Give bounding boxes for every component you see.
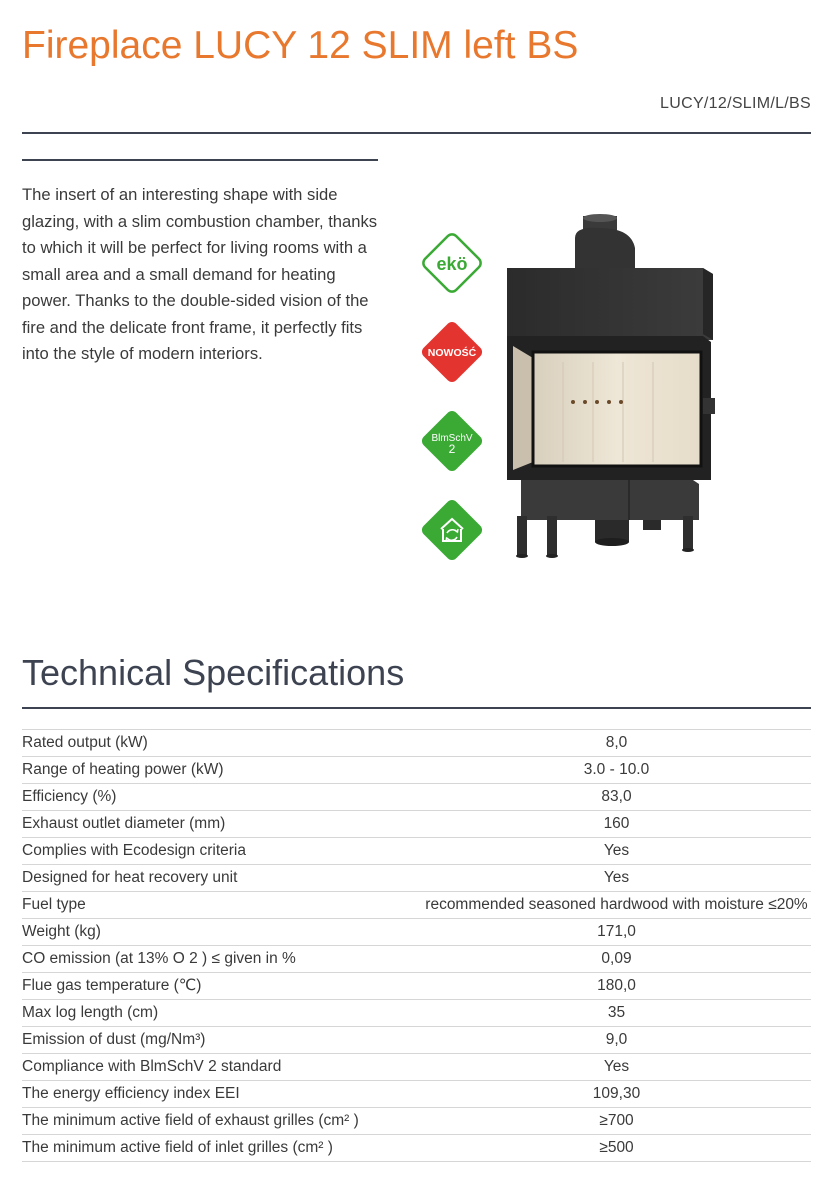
table-row (22, 811, 811, 838)
spec-label: The minimum active field of inlet grilles (cm² ) (22, 1135, 422, 1162)
spec-label: Max log length (cm) (22, 1000, 422, 1027)
spec-label: Designed for heat recovery unit (22, 865, 422, 892)
table-row (22, 784, 811, 811)
spec-label: Efficiency (%) (22, 784, 422, 811)
heat-recovery-badge-icon (417, 495, 487, 565)
description-divider (22, 159, 378, 161)
blmschv-badge-icon (417, 406, 487, 476)
spec-value: 3.0 - 10.0 (422, 757, 811, 784)
table-row (22, 730, 811, 757)
product-title: Fireplace LUCY 12 SLIM left BS (22, 24, 579, 67)
spec-value: Yes (422, 838, 811, 865)
table-row (22, 1135, 811, 1162)
spec-value: 9,0 (422, 1027, 811, 1054)
spec-label: Exhaust outlet diameter (mm) (22, 811, 422, 838)
table-row (22, 865, 811, 892)
table-row (22, 1108, 811, 1135)
product-image (503, 212, 725, 580)
table-row (22, 1027, 811, 1054)
spec-label: Fuel type (22, 892, 422, 919)
spec-value: 0,09 (422, 946, 811, 973)
blmschv-badge-label: BlmSchV (431, 433, 473, 444)
header-divider (22, 132, 811, 134)
spec-value: 180,0 (422, 973, 811, 1000)
spec-value: 171,0 (422, 919, 811, 946)
spec-value: ≥500 (422, 1135, 811, 1162)
spec-label: Rated output (kW) (22, 730, 422, 757)
product-code: LUCY/12/SLIM/L/BS (660, 95, 811, 112)
blmschv-badge-number: 2 (448, 442, 456, 456)
table-row (22, 946, 811, 973)
spec-value: ≥700 (422, 1108, 811, 1135)
spec-value: 109,30 (422, 1081, 811, 1108)
spec-label: The minimum active field of exhaust grilles (cm² ) (22, 1108, 422, 1135)
specs-divider (22, 707, 811, 709)
spec-label: Flue gas temperature (℃) (22, 973, 422, 1000)
table-row (22, 919, 811, 946)
spec-value: 160 (422, 811, 811, 838)
table-row (22, 1081, 811, 1108)
nowosc-badge-label: NOWOŚĆ (427, 347, 477, 359)
table-row (22, 892, 811, 919)
table-row (22, 973, 811, 1000)
spec-label: The energy efficiency index EEI (22, 1081, 422, 1108)
spec-label: CO emission (at 13% O 2 ) ≤ given in % (22, 946, 422, 973)
nowosc-badge-icon (417, 317, 487, 387)
spec-value: 35 (422, 1000, 811, 1027)
spec-label: Emission of dust (mg/Nm³) (22, 1027, 422, 1054)
table-row (22, 1054, 811, 1081)
spec-label: Compliance with BlmSchV 2 standard (22, 1054, 422, 1081)
spec-value: Yes (422, 865, 811, 892)
spec-value: Yes (422, 1054, 811, 1081)
spec-label: Weight (kg) (22, 919, 422, 946)
spec-label: Range of heating power (kW) (22, 757, 422, 784)
spec-value: 83,0 (422, 784, 811, 811)
eko-badge-label: ekö (436, 254, 468, 274)
specs-title: Technical Specifications (22, 652, 405, 693)
specs-table (22, 729, 811, 1162)
spec-label: Complies with Ecodesign criteria (22, 838, 422, 865)
table-row (22, 757, 811, 784)
table-row (22, 1000, 811, 1027)
table-row (22, 838, 811, 865)
eko-badge-icon (417, 228, 487, 298)
spec-value: 8,0 (422, 730, 811, 757)
spec-value: recommended seasoned hardwood with moisture ≤20% (422, 892, 811, 919)
product-description: The insert of an interesting shape with side glazing, with a slim combustion chamber, thanks to which it will be perfect for living rooms with a small area and a small demand for heating power. Thanks to the double-sided vision of the fire and the delicate front frame, it perfectly fits into the style of modern interiors. (22, 185, 378, 363)
